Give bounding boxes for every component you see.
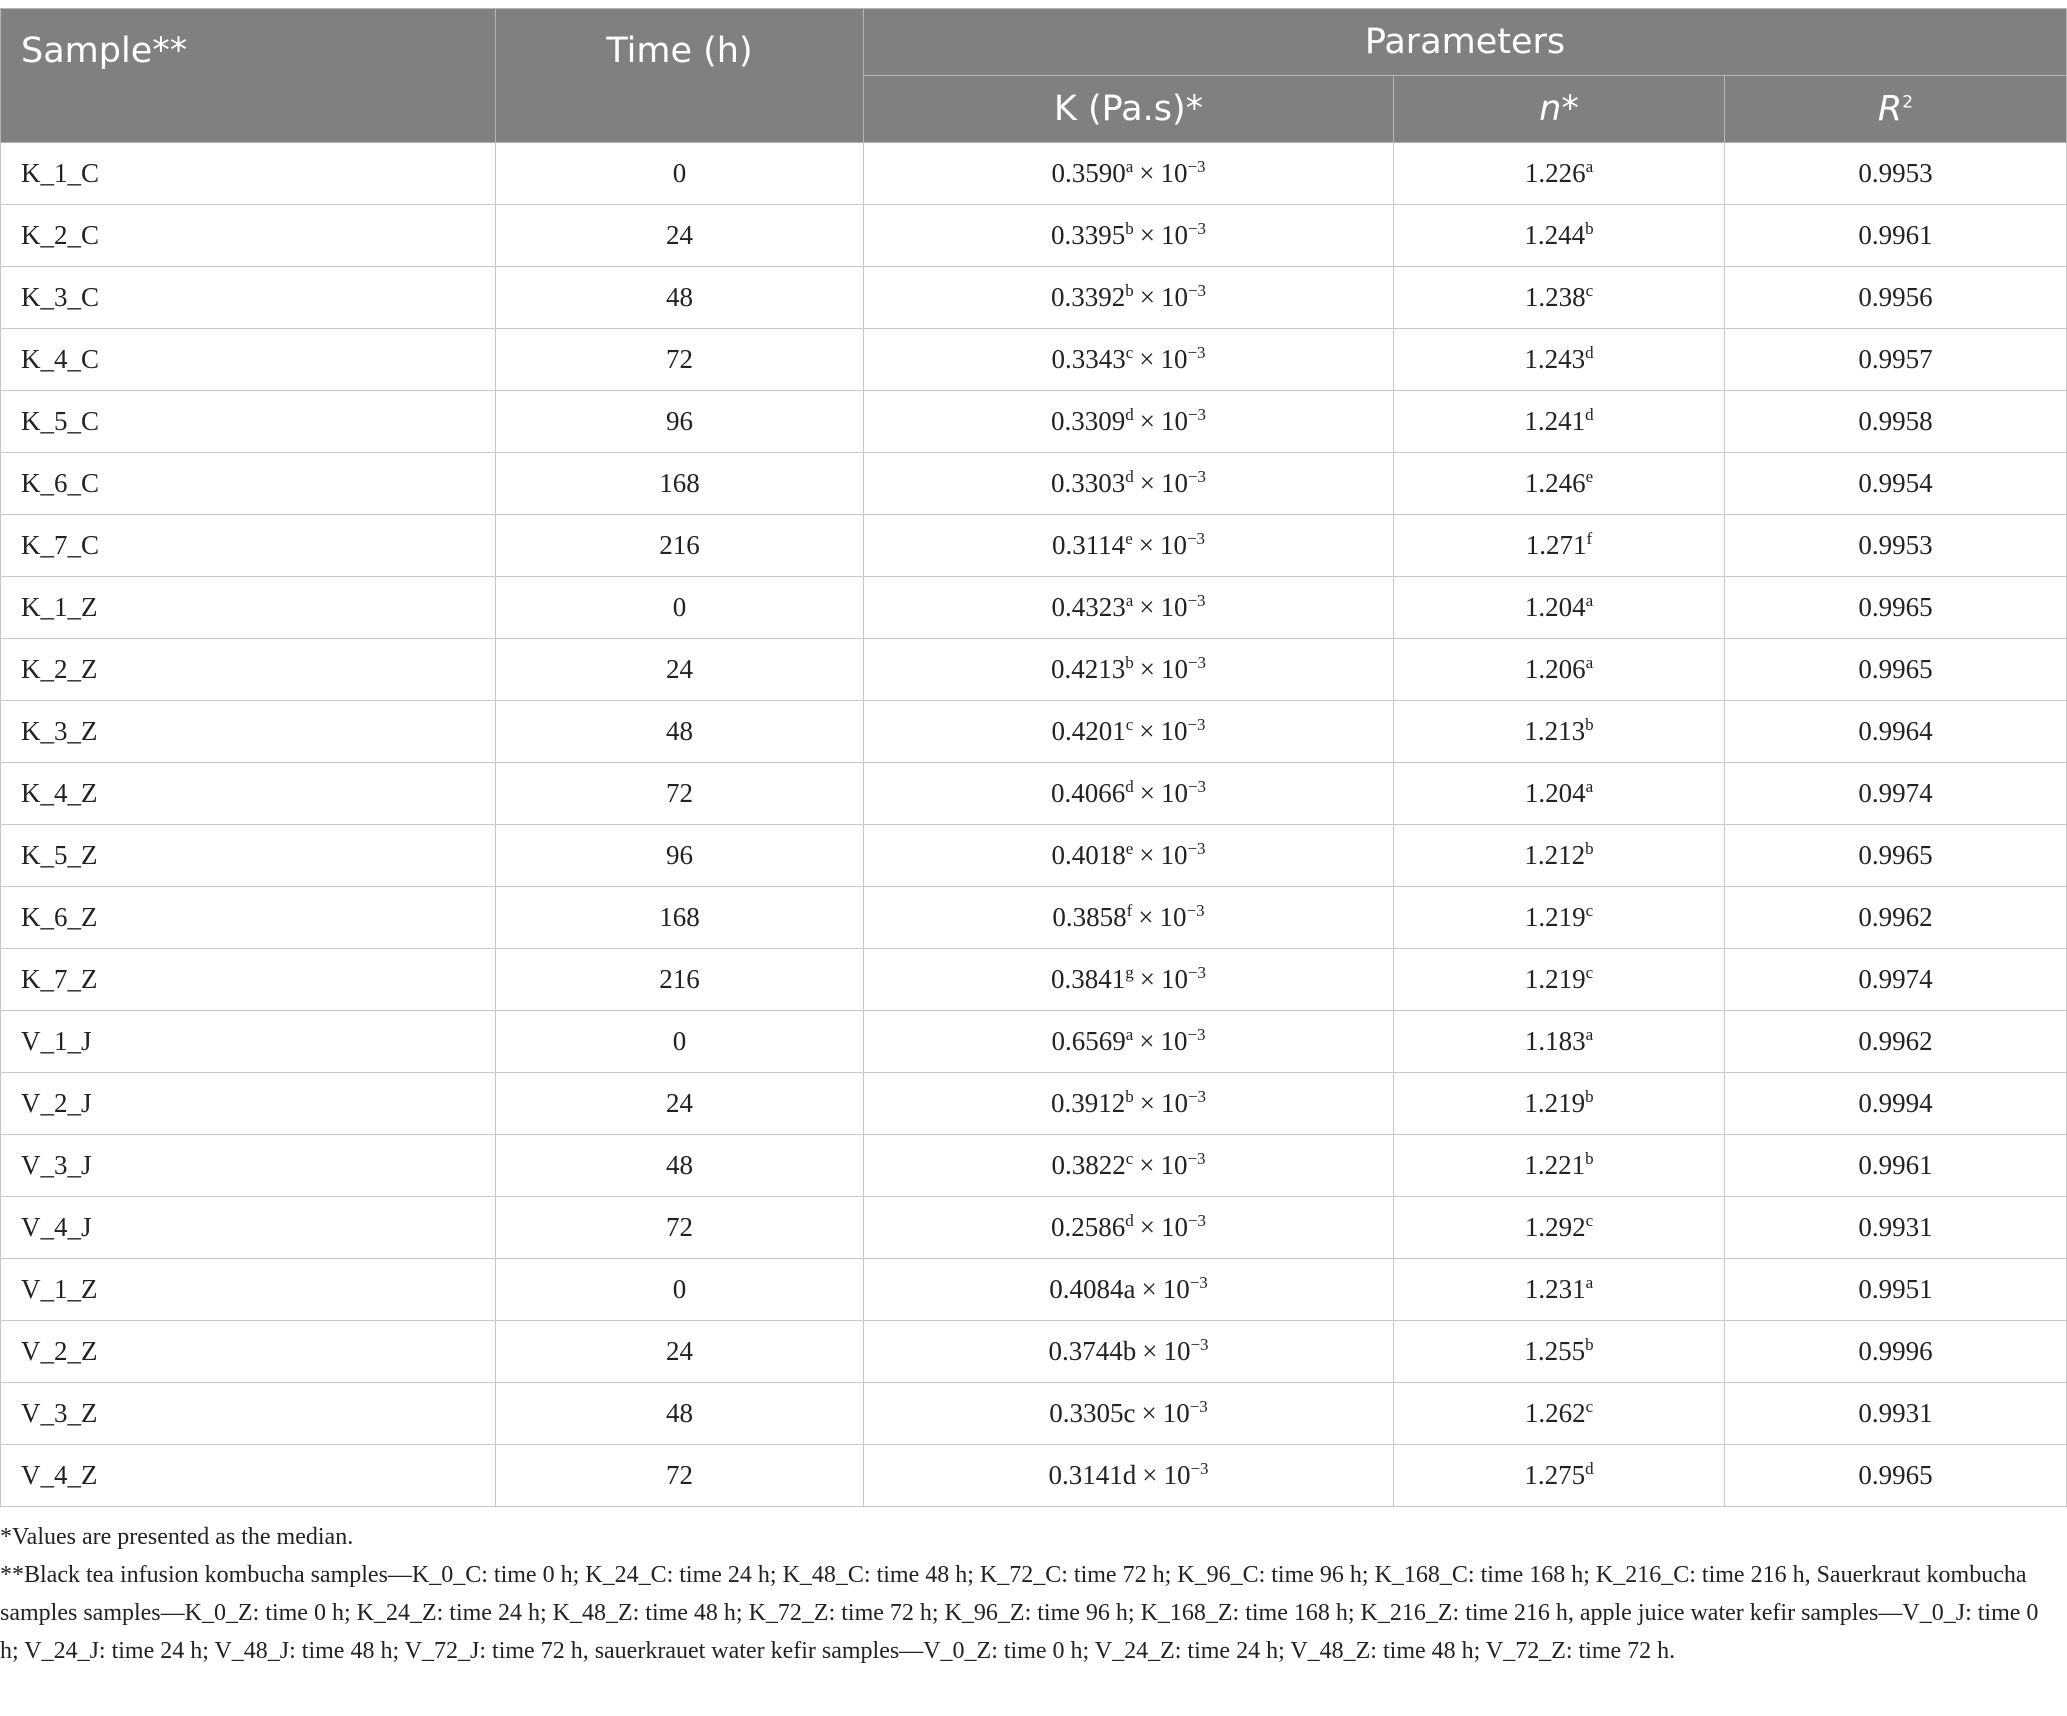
n-value: 1.246 xyxy=(1524,468,1586,498)
cell-time: 48 xyxy=(496,1383,864,1445)
k-power-base: 10 xyxy=(1160,592,1188,622)
cell-sample: K_2_C xyxy=(1,205,496,267)
n-value: 1.204 xyxy=(1524,778,1586,808)
k-power-base: 10 xyxy=(1160,840,1188,870)
n-superscript: e xyxy=(1585,467,1594,486)
k-exponent: −3 xyxy=(1187,591,1206,610)
k-superscript: d xyxy=(1125,1211,1134,1230)
cell-k xyxy=(864,143,1394,205)
k-power-base: 10 xyxy=(1160,158,1188,188)
cell-k xyxy=(864,329,1394,391)
table-row xyxy=(1,267,2067,329)
n-value: 1.255 xyxy=(1524,1336,1586,1366)
k-power-base: 10 xyxy=(1163,1460,1191,1490)
n-superscript: b xyxy=(1585,1087,1594,1106)
k-times-symbol: × xyxy=(1138,902,1154,932)
n-value: 1.219 xyxy=(1524,902,1586,932)
cell-sample: V_3_J xyxy=(1,1135,496,1197)
k-times-symbol: × xyxy=(1139,344,1155,374)
k-power-base: 10 xyxy=(1159,902,1187,932)
k-times-symbol: × xyxy=(1142,1336,1158,1366)
cell-k xyxy=(864,453,1394,515)
cell-sample: V_1_Z xyxy=(1,1259,496,1321)
header-r-symbol: R xyxy=(1877,89,1903,129)
cell-k xyxy=(864,391,1394,453)
cell-n xyxy=(1394,329,1725,391)
cell-r2: 0.9964 xyxy=(1725,701,2067,763)
k-power-base: 10 xyxy=(1160,1026,1188,1056)
cell-time: 48 xyxy=(496,267,864,329)
k-superscript: f xyxy=(1126,901,1133,920)
k-power-base: 10 xyxy=(1163,1336,1191,1366)
n-value: 1.219 xyxy=(1524,964,1586,994)
cell-time: 168 xyxy=(496,887,864,949)
n-value: 1.275 xyxy=(1524,1460,1586,1490)
cell-sample: V_4_J xyxy=(1,1197,496,1259)
n-value: 1.221 xyxy=(1524,1150,1586,1180)
cell-time: 0 xyxy=(496,143,864,205)
cell-n xyxy=(1394,1259,1725,1321)
cell-sample: K_3_Z xyxy=(1,701,496,763)
k-value: 0.3912 xyxy=(1050,1088,1126,1118)
cell-k xyxy=(864,267,1394,329)
cell-k xyxy=(864,639,1394,701)
k-value: 0.3141d xyxy=(1048,1460,1137,1490)
k-value: 0.3343 xyxy=(1051,344,1126,374)
table-row xyxy=(1,1259,2067,1321)
k-exponent: −3 xyxy=(1187,777,1207,796)
cell-r2: 0.9953 xyxy=(1725,143,2067,205)
table-row xyxy=(1,1135,2067,1197)
n-superscript: c xyxy=(1585,1397,1594,1416)
table-row xyxy=(1,701,2067,763)
cell-sample: K_7_Z xyxy=(1,949,496,1011)
k-exponent: −3 xyxy=(1187,343,1206,362)
n-value: 1.219 xyxy=(1524,1088,1586,1118)
k-times-symbol: × xyxy=(1139,1212,1155,1242)
n-value: 1.262 xyxy=(1524,1398,1586,1428)
cell-r2: 0.9958 xyxy=(1725,391,2067,453)
cell-n xyxy=(1394,1011,1725,1073)
k-exponent: −3 xyxy=(1186,529,1206,548)
table-row xyxy=(1,639,2067,701)
cell-r2: 0.9954 xyxy=(1725,453,2067,515)
n-superscript: c xyxy=(1585,281,1594,300)
n-superscript: b xyxy=(1585,715,1594,734)
k-value: 0.3303 xyxy=(1050,468,1126,498)
table-row xyxy=(1,1383,2067,1445)
cell-k xyxy=(864,763,1394,825)
table-row xyxy=(1,391,2067,453)
k-exponent: −3 xyxy=(1187,1211,1207,1230)
k-exponent: −3 xyxy=(1190,1459,1209,1478)
k-times-symbol: × xyxy=(1139,1150,1155,1180)
table-row xyxy=(1,887,2067,949)
n-value: 1.212 xyxy=(1524,840,1586,870)
k-value: 0.4323 xyxy=(1051,592,1126,622)
cell-sample: V_1_J xyxy=(1,1011,496,1073)
cell-k xyxy=(864,1445,1394,1507)
cell-n xyxy=(1394,887,1725,949)
cell-sample: K_1_Z xyxy=(1,577,496,639)
n-superscript: c xyxy=(1585,901,1594,920)
k-superscript: a xyxy=(1125,157,1134,176)
cell-sample: K_5_Z xyxy=(1,825,496,887)
k-power-base: 10 xyxy=(1160,1212,1188,1242)
cell-n xyxy=(1394,453,1725,515)
cell-n xyxy=(1394,205,1725,267)
n-value: 1.204 xyxy=(1524,592,1586,622)
table-row xyxy=(1,453,2067,515)
k-exponent: −3 xyxy=(1187,1025,1206,1044)
table-row xyxy=(1,515,2067,577)
n-superscript: c xyxy=(1585,963,1594,982)
cell-n xyxy=(1394,391,1725,453)
cell-time: 72 xyxy=(496,1445,864,1507)
cell-time: 72 xyxy=(496,329,864,391)
table-row xyxy=(1,205,2067,267)
cell-r2: 0.9962 xyxy=(1725,887,2067,949)
cell-sample: V_3_Z xyxy=(1,1383,496,1445)
cell-sample: K_1_C xyxy=(1,143,496,205)
n-superscript: f xyxy=(1586,529,1593,548)
k-power-base: 10 xyxy=(1160,220,1188,250)
k-value: 0.4201 xyxy=(1051,716,1126,746)
k-superscript: d xyxy=(1125,405,1134,424)
k-value: 0.6569 xyxy=(1051,1026,1126,1056)
table-row xyxy=(1,763,2067,825)
k-exponent: −3 xyxy=(1187,1087,1207,1106)
k-times-symbol: × xyxy=(1139,716,1155,746)
table-row xyxy=(1,143,2067,205)
cell-n xyxy=(1394,1197,1725,1259)
k-value: 0.2586 xyxy=(1050,1212,1126,1242)
header-n-symbol: n xyxy=(1539,89,1562,129)
cell-r2: 0.9974 xyxy=(1725,949,2067,1011)
cell-n xyxy=(1394,1445,1725,1507)
n-superscript: a xyxy=(1585,1273,1594,1292)
table-body xyxy=(1,143,2067,1507)
cell-sample: V_2_J xyxy=(1,1073,496,1135)
k-value: 0.3744b xyxy=(1048,1336,1137,1366)
cell-sample: V_4_Z xyxy=(1,1445,496,1507)
cell-r2: 0.9961 xyxy=(1725,205,2067,267)
k-value: 0.3305c xyxy=(1049,1398,1136,1428)
n-value: 1.226 xyxy=(1524,158,1586,188)
k-times-symbol: × xyxy=(1142,1460,1158,1490)
k-exponent: −3 xyxy=(1186,901,1205,920)
n-superscript: b xyxy=(1585,219,1594,238)
cell-r2: 0.9931 xyxy=(1725,1197,2067,1259)
header-n-suffix: * xyxy=(1561,89,1579,129)
k-value: 0.3114 xyxy=(1051,530,1126,560)
k-superscript: e xyxy=(1125,529,1133,548)
cell-sample: K_3_C xyxy=(1,267,496,329)
cell-r2: 0.9961 xyxy=(1725,1135,2067,1197)
k-power-base: 10 xyxy=(1160,1088,1188,1118)
k-power-base: 10 xyxy=(1160,778,1188,808)
k-times-symbol: × xyxy=(1139,1026,1155,1056)
k-times-symbol: × xyxy=(1139,1088,1155,1118)
cell-r2: 0.9965 xyxy=(1725,825,2067,887)
k-superscript: b xyxy=(1125,219,1134,238)
cell-time: 0 xyxy=(496,1011,864,1073)
k-value: 0.3858 xyxy=(1052,902,1127,932)
k-times-symbol: × xyxy=(1139,592,1155,622)
n-superscript: c xyxy=(1585,1211,1594,1230)
n-superscript: a xyxy=(1585,591,1594,610)
n-superscript: d xyxy=(1585,343,1594,362)
table-row xyxy=(1,1011,2067,1073)
table-row xyxy=(1,1445,2067,1507)
k-times-symbol: × xyxy=(1141,1274,1157,1304)
k-times-symbol: × xyxy=(1141,1398,1157,1428)
cell-time: 216 xyxy=(496,949,864,1011)
n-value: 1.292 xyxy=(1524,1212,1586,1242)
cell-r2: 0.9965 xyxy=(1725,577,2067,639)
footnote-samples: **Black tea infusion kombucha samples—K_0_C: time 0 h; K_24_C: time 24 h; K_48_C: time 48 h; K_72_C: time 72 h; K_96_C: time 96 h; K_168_C: time 168 h; K_216_C: time 216 h, Sauerkraut kombucha samples samples—K_0_Z: time 0 h; K_24_Z: time 24 h; K_48_Z: time 48 h; K_72_Z: time 72 h; K_96_Z: time 96 h; K_168_Z: time 168 h; K_216_Z: time 216 h, apple juice water kefir samples—V_0_J: time 0 h; V_24_J: time 24 h; V_48_J: time 48 h; V_72_J: time 72 h, sauerkrauet water kefir samples—V_0_Z: time 0 h; V_24_Z: time 24 h; V_48_Z: time 48 h; V_72_Z: time 72 h. xyxy=(0,1562,2039,1664)
k-power-base: 10 xyxy=(1160,716,1188,746)
k-power-base: 10 xyxy=(1160,406,1188,436)
cell-n xyxy=(1394,1321,1725,1383)
k-superscript: d xyxy=(1125,467,1134,486)
cell-time: 96 xyxy=(496,825,864,887)
k-superscript: c xyxy=(1125,715,1134,734)
k-power-base: 10 xyxy=(1160,964,1188,994)
k-superscript: c xyxy=(1125,343,1134,362)
k-times-symbol: × xyxy=(1138,530,1154,560)
k-times-symbol: × xyxy=(1139,964,1155,994)
table-row xyxy=(1,577,2067,639)
cell-k xyxy=(864,1011,1394,1073)
cell-time: 168 xyxy=(496,453,864,515)
k-power-base: 10 xyxy=(1160,344,1188,374)
cell-r2: 0.9951 xyxy=(1725,1259,2067,1321)
k-superscript: a xyxy=(1125,1025,1134,1044)
cell-n xyxy=(1394,1135,1725,1197)
cell-n xyxy=(1394,577,1725,639)
cell-sample: K_7_C xyxy=(1,515,496,577)
header-sample: Sample** xyxy=(1,9,496,143)
cell-r2: 0.9996 xyxy=(1725,1321,2067,1383)
k-times-symbol: × xyxy=(1139,220,1155,250)
cell-sample: K_2_Z xyxy=(1,639,496,701)
k-times-symbol: × xyxy=(1139,778,1155,808)
cell-k xyxy=(864,1073,1394,1135)
k-value: 0.3590 xyxy=(1051,158,1126,188)
cell-sample: K_5_C xyxy=(1,391,496,453)
cell-time: 24 xyxy=(496,639,864,701)
footnote-median: *Values are presented as the median. xyxy=(0,1524,354,1550)
k-power-base: 10 xyxy=(1160,282,1188,312)
header-r-sup: 2 xyxy=(1902,92,1914,113)
cell-k xyxy=(864,701,1394,763)
cell-r2: 0.9953 xyxy=(1725,515,2067,577)
k-exponent: −3 xyxy=(1187,839,1206,858)
n-superscript: b xyxy=(1585,1335,1594,1354)
n-superscript: a xyxy=(1585,1025,1594,1044)
k-superscript: b xyxy=(1125,1087,1134,1106)
cell-k xyxy=(864,887,1394,949)
k-exponent: −3 xyxy=(1187,157,1206,176)
k-times-symbol: × xyxy=(1139,406,1155,436)
table-row xyxy=(1,949,2067,1011)
cell-time: 0 xyxy=(496,1259,864,1321)
cell-r2: 0.9957 xyxy=(1725,329,2067,391)
cell-k xyxy=(864,825,1394,887)
k-times-symbol: × xyxy=(1139,282,1155,312)
k-superscript: a xyxy=(1125,591,1134,610)
cell-time: 0 xyxy=(496,577,864,639)
table-footnotes xyxy=(0,1518,2050,1670)
k-value: 0.4084a xyxy=(1049,1274,1136,1304)
k-value: 0.4066 xyxy=(1050,778,1126,808)
k-superscript: b xyxy=(1125,653,1134,672)
cell-k xyxy=(864,1321,1394,1383)
cell-k xyxy=(864,205,1394,267)
n-superscript: a xyxy=(1585,777,1594,796)
k-value: 0.3822 xyxy=(1051,1150,1126,1180)
cell-n xyxy=(1394,639,1725,701)
table-row xyxy=(1,825,2067,887)
cell-time: 96 xyxy=(496,391,864,453)
cell-r2: 0.9965 xyxy=(1725,639,2067,701)
cell-k xyxy=(864,515,1394,577)
table-header xyxy=(1,9,2067,143)
cell-r2: 0.9994 xyxy=(1725,1073,2067,1135)
n-value: 1.241 xyxy=(1524,406,1586,436)
k-power-base: 10 xyxy=(1159,530,1187,560)
header-parameters: Parameters xyxy=(864,9,2067,76)
cell-r2: 0.9962 xyxy=(1725,1011,2067,1073)
cell-n xyxy=(1394,763,1725,825)
k-value: 0.3395 xyxy=(1050,220,1126,250)
n-value: 1.183 xyxy=(1524,1026,1586,1056)
cell-time: 24 xyxy=(496,1321,864,1383)
k-superscript: g xyxy=(1125,963,1134,982)
k-exponent: −3 xyxy=(1187,281,1207,300)
n-superscript: d xyxy=(1585,1459,1594,1478)
cell-k xyxy=(864,1259,1394,1321)
k-power-base: 10 xyxy=(1160,468,1188,498)
table-row xyxy=(1,1197,2067,1259)
cell-r2: 0.9974 xyxy=(1725,763,2067,825)
table-row xyxy=(1,1321,2067,1383)
k-superscript: d xyxy=(1125,777,1134,796)
k-times-symbol: × xyxy=(1139,158,1155,188)
cell-k xyxy=(864,1135,1394,1197)
cell-sample: K_4_Z xyxy=(1,763,496,825)
cell-n xyxy=(1394,143,1725,205)
cell-time: 24 xyxy=(496,205,864,267)
n-value: 1.206 xyxy=(1524,654,1586,684)
n-superscript: b xyxy=(1585,839,1594,858)
cell-n xyxy=(1394,515,1725,577)
header-k: K (Pa.s)* xyxy=(864,76,1394,143)
header-r2 xyxy=(1725,76,2067,143)
cell-k xyxy=(864,1383,1394,1445)
header-n xyxy=(1394,76,1725,143)
cell-n xyxy=(1394,949,1725,1011)
k-exponent: −3 xyxy=(1187,219,1207,238)
k-power-base: 10 xyxy=(1162,1398,1190,1428)
cell-k xyxy=(864,577,1394,639)
n-value: 1.243 xyxy=(1524,344,1586,374)
k-value: 0.3309 xyxy=(1050,406,1126,436)
k-value: 0.4213 xyxy=(1050,654,1126,684)
k-exponent: −3 xyxy=(1187,653,1207,672)
n-value: 1.213 xyxy=(1524,716,1586,746)
table-row xyxy=(1,1073,2067,1135)
k-power-base: 10 xyxy=(1160,654,1188,684)
k-exponent: −3 xyxy=(1187,715,1206,734)
cell-r2: 0.9931 xyxy=(1725,1383,2067,1445)
cell-n xyxy=(1394,1383,1725,1445)
cell-sample: V_2_Z xyxy=(1,1321,496,1383)
k-value: 0.3392 xyxy=(1050,282,1126,312)
k-exponent: −3 xyxy=(1187,963,1207,982)
k-value: 0.3841 xyxy=(1050,964,1126,994)
cell-sample: K_6_Z xyxy=(1,887,496,949)
n-value: 1.244 xyxy=(1524,220,1586,250)
k-superscript: b xyxy=(1125,281,1134,300)
k-power-base: 10 xyxy=(1160,1150,1188,1180)
cell-time: 216 xyxy=(496,515,864,577)
k-times-symbol: × xyxy=(1139,468,1155,498)
cell-n xyxy=(1394,267,1725,329)
cell-n xyxy=(1394,1073,1725,1135)
cell-sample: K_4_C xyxy=(1,329,496,391)
rheology-parameters-table xyxy=(0,8,2067,1507)
n-value: 1.231 xyxy=(1524,1274,1586,1304)
k-exponent: −3 xyxy=(1187,1149,1206,1168)
table-row xyxy=(1,329,2067,391)
n-superscript: a xyxy=(1585,157,1594,176)
header-time: Time (h) xyxy=(496,9,864,143)
k-times-symbol: × xyxy=(1139,654,1155,684)
cell-r2: 0.9965 xyxy=(1725,1445,2067,1507)
k-value: 0.4018 xyxy=(1051,840,1126,870)
k-times-symbol: × xyxy=(1139,840,1155,870)
k-exponent: −3 xyxy=(1187,467,1207,486)
n-superscript: d xyxy=(1585,405,1594,424)
results-table-container xyxy=(0,8,2067,1507)
cell-time: 24 xyxy=(496,1073,864,1135)
cell-time: 72 xyxy=(496,763,864,825)
n-superscript: b xyxy=(1585,1149,1594,1168)
k-superscript: e xyxy=(1125,839,1134,858)
k-exponent: −3 xyxy=(1190,1335,1209,1354)
n-value: 1.271 xyxy=(1525,530,1587,560)
cell-time: 48 xyxy=(496,701,864,763)
cell-k xyxy=(864,949,1394,1011)
cell-sample: K_6_C xyxy=(1,453,496,515)
cell-k xyxy=(864,1197,1394,1259)
k-exponent: −3 xyxy=(1187,405,1207,424)
n-value: 1.238 xyxy=(1524,282,1586,312)
k-exponent: −3 xyxy=(1189,1397,1208,1416)
cell-n xyxy=(1394,825,1725,887)
cell-time: 48 xyxy=(496,1135,864,1197)
n-superscript: a xyxy=(1585,653,1594,672)
cell-r2: 0.9956 xyxy=(1725,267,2067,329)
cell-time: 72 xyxy=(496,1197,864,1259)
cell-n xyxy=(1394,701,1725,763)
k-power-base: 10 xyxy=(1162,1274,1190,1304)
k-exponent: −3 xyxy=(1189,1273,1208,1292)
k-superscript: c xyxy=(1125,1149,1134,1168)
